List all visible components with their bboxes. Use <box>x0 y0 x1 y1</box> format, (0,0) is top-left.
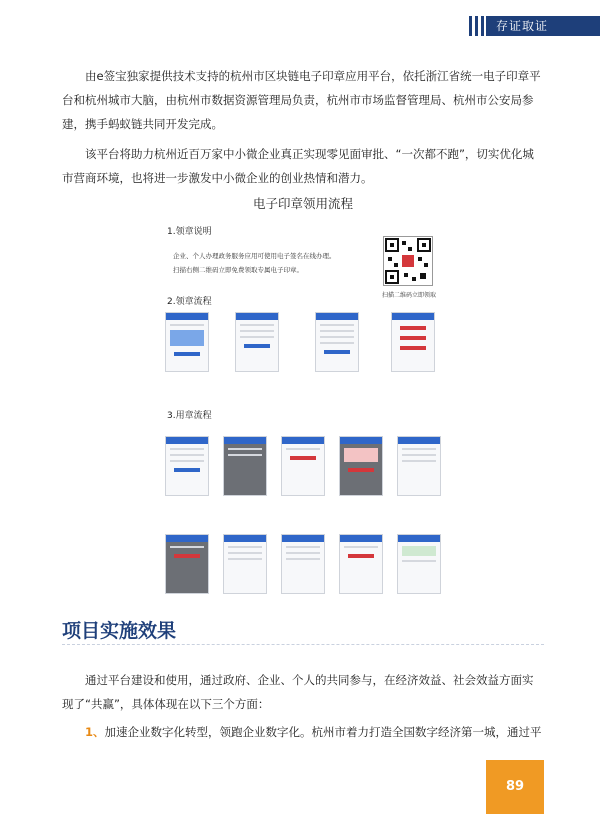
qr-code-label: 扫描二维码立即领取 <box>381 292 436 299</box>
screenshot-use-4 <box>339 436 383 496</box>
flow-title: 电子印章领用流程 <box>252 196 353 211</box>
item-number: 1、 <box>85 725 105 739</box>
screenshot-apply-2 <box>235 312 279 372</box>
page-number: 89 <box>486 760 544 814</box>
screenshot-use-8 <box>281 534 325 594</box>
screenshot-use-3 <box>281 436 325 496</box>
paragraph-effects-intro: 通过平台建设和使用，通过政府、企业、个人的共同参与，在经济效益、社会效益方面实现了“共赢”，具体体现在以下三个方面： <box>62 673 534 711</box>
flow-desc-line-1: 企业、个人办理政务服务应用可使用电子签名在线办理。 <box>173 252 336 260</box>
paragraph-effect-item-1 <box>62 720 544 744</box>
screenshot-use-7 <box>223 534 267 594</box>
section-heading: 项目实施效果 <box>62 620 177 642</box>
flow-section-3: 3.用章流程 <box>167 411 212 421</box>
screenshot-use-2 <box>223 436 267 496</box>
paragraph-platform-intro: 由e签宝独家提供技术支持的杭州市区块链电子印章应用平台，依托浙江省统一电子印章平台和杭州城市大脑，由杭州市数据资源管理局负责，杭州市市场监督管理局、杭州市公安局参建，携手蚂蚁链共同开发完成。 <box>62 69 541 131</box>
item-text: 加速企业数字化转型，领跑企业数字化。杭州市着力打造全国数字经济第一城，通过平 <box>104 725 542 739</box>
flow-section-1: 1.领章说明 <box>167 227 212 237</box>
screenshot-use-9 <box>339 534 383 594</box>
screenshot-apply-3 <box>315 312 359 372</box>
section-divider <box>62 644 544 645</box>
seal-flow-figure <box>163 194 443 606</box>
screenshot-use-1 <box>165 436 209 496</box>
qr-code-image <box>383 236 433 286</box>
flow-section-2: 2.领章流程 <box>167 297 212 307</box>
screenshot-apply-4 <box>391 312 435 372</box>
screenshot-use-10 <box>397 534 441 594</box>
screenshot-use-5 <box>397 436 441 496</box>
screenshot-use-6 <box>165 534 209 594</box>
header-section-tab: 存证取证 <box>486 16 600 36</box>
paragraph-platform-benefit: 该平台将助力杭州近百万家中小微企业真正实现零见面审批、“一次都不跑”，切实优化城市营商环境，也将进一步激发中小微企业的创业热情和潜力。 <box>62 147 534 185</box>
header-decor-bars <box>469 16 484 36</box>
screenshot-apply-1 <box>165 312 209 372</box>
flow-desc-line-2: 扫描右侧二维码立即免费领取专属电子印章。 <box>173 266 303 274</box>
